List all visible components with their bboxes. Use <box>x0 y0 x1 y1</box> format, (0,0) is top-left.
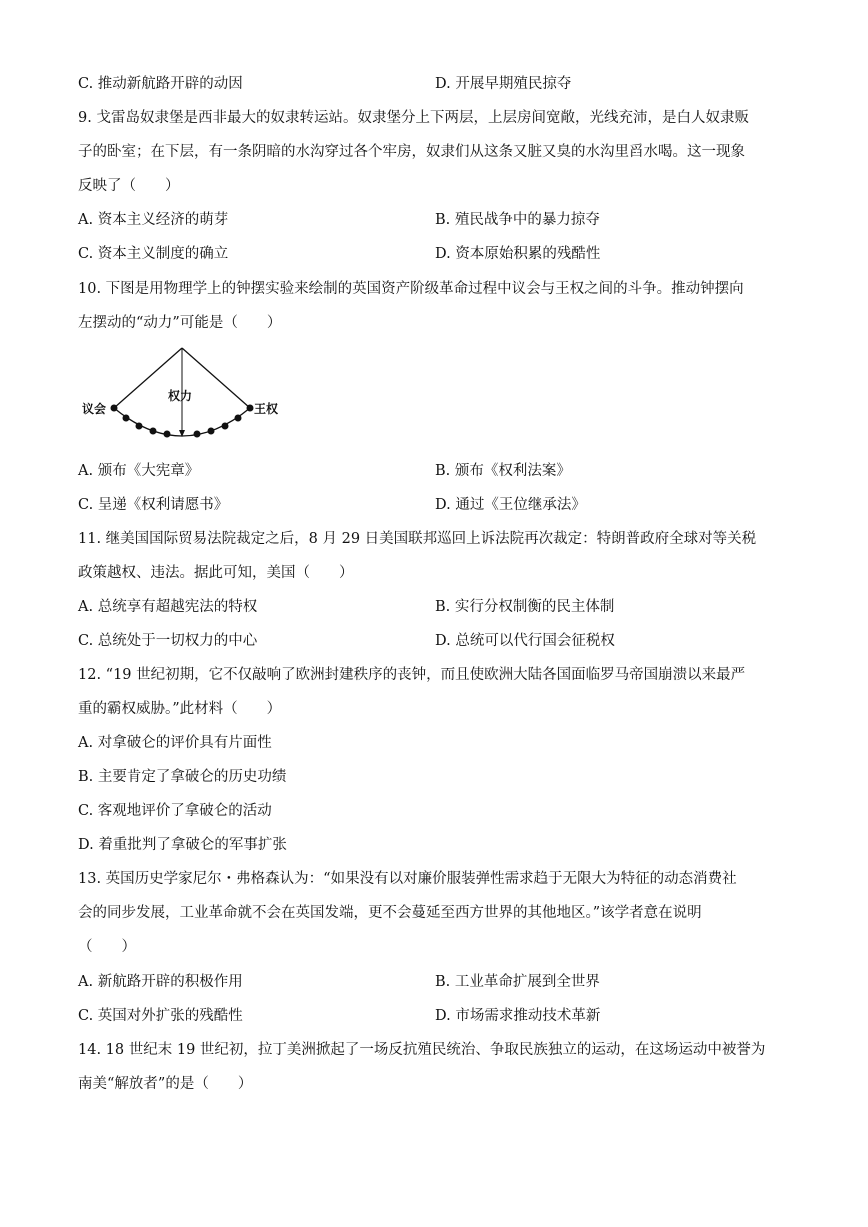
q11-option-d: D. 总统可以代行国会征税权 <box>435 633 615 649</box>
q9-option-d: D. 资本原始积累的残酷性 <box>435 246 601 262</box>
pendulum-diagram <box>78 342 308 452</box>
q13-option-d: D. 市场需求推动技术革新 <box>435 1008 601 1024</box>
q12-option-b: B. 主要肯定了拿破仑的历史功绩 <box>78 769 287 785</box>
q9-stem-line-1: 9. 戈雷岛奴隶堡是西非最大的奴隶转运站。奴隶堡分上下两层，上层房间宽敞，光线充沛，是白人奴隶贩 <box>78 110 749 126</box>
q9-stem-line-2: 子的卧室；在下层，有一条阴暗的水沟穿过各个牢房，奴隶们从这条又脏又臭的水沟里舀水喝。这一现象 <box>78 144 745 160</box>
q9-option-a: A. 资本主义经济的萌芽 <box>78 212 229 228</box>
q9-stem-line-3: 反映了（ ） <box>78 178 180 194</box>
q10-option-a: A. 颁布《大宪章》 <box>78 463 200 479</box>
q11-option-b: B. 实行分权制衡的民主体制 <box>435 599 615 615</box>
q10-option-c: C. 呈递《权利请愿书》 <box>78 497 229 513</box>
pendulum-bob <box>111 405 118 412</box>
q12-stem-line-2: 重的霸权威胁。”此材料（ ） <box>78 701 282 717</box>
q10-stem-line-2: 左摆动的“动力”可能是（ ） <box>78 315 282 331</box>
q13-option-c: C. 英国对外扩张的残酷性 <box>78 1008 243 1024</box>
q12-stem-line-1: 12. “19 世纪初期，它不仅敲响了欧洲封建秩序的丧钟，而且使欧洲大陆各国面临罗马帝国崩溃以来最严 <box>78 667 746 683</box>
q13-option-a: A. 新航路开辟的积极作用 <box>78 974 243 990</box>
q11-option-a: A. 总统享有超越宪法的特权 <box>78 599 258 615</box>
q10-option-d: D. 通过《王位继承法》 <box>435 497 586 513</box>
q11-stem-line-2: 政策越权、违法。据此可知，美国（ ） <box>78 565 354 581</box>
q8-option-c: C. 推动新航路开辟的动因 <box>78 76 243 92</box>
q9-option-c: C. 资本主义制度的确立 <box>78 246 229 262</box>
q11-option-c: C. 总统处于一切权力的中心 <box>78 633 258 649</box>
q14-stem-line-1: 14. 18 世纪末 19 世纪初，拉丁美洲掀起了一场反抗殖民统治、争取民族独立的运动，在这场运动中被誉为 <box>78 1042 766 1058</box>
pendulum-bob <box>150 428 157 435</box>
pendulum-bob <box>164 431 171 438</box>
q10-option-b: B. 颁布《权利法案》 <box>435 463 571 479</box>
pendulum-bob <box>235 415 242 422</box>
pendulum-bob <box>247 405 254 412</box>
label-power: 权力 <box>168 389 193 403</box>
q13-stem-line-1: 13. 英国历史学家尼尔・弗格森认为：“如果没有以对廉价服装弹性需求趋于无限大为特征的动态消费社 <box>78 871 737 887</box>
q13-option-b: B. 工业革命扩展到全世界 <box>435 974 600 990</box>
q14-stem-line-2: 南美“解放者”的是（ ） <box>78 1076 253 1092</box>
label-crown: 王权 <box>254 402 279 416</box>
q13-stem-line-2: 会的同步发展，工业革命就不会在英国发端，更不会蔓延至西方世界的其他地区。”该学者意在说明 <box>78 905 702 921</box>
pendulum-bob <box>208 428 215 435</box>
q10-stem-line-1: 10. 下图是用物理学上的钟摆实验来绘制的英国资产阶级革命过程中议会与王权之间的斗争。推动钟摆向 <box>78 281 744 297</box>
q12-option-c: C. 客观地评价了拿破仑的活动 <box>78 803 272 819</box>
pendulum-string-right <box>182 348 250 408</box>
pendulum-bob <box>222 423 229 430</box>
q13-stem-line-3: （ ） <box>78 939 136 955</box>
pendulum-bob <box>123 415 130 422</box>
q8-option-d: D. 开展早期殖民掠夺 <box>435 76 572 92</box>
pendulum-bob <box>136 423 143 430</box>
q11-stem-line-1: 11. 继美国国际贸易法院裁定之后，8 月 29 日美国联邦巡回上诉法院再次裁定：特朗普政府全球对等关税 <box>78 531 757 547</box>
q12-option-d: D. 着重批判了拿破仑的军事扩张 <box>78 837 287 853</box>
pendulum-bob <box>194 431 201 438</box>
q12-option-a: A. 对拿破仑的评价具有片面性 <box>78 735 272 751</box>
label-parliament: 议会 <box>82 402 107 416</box>
q9-option-b: B. 殖民战争中的暴力掠夺 <box>435 212 600 228</box>
